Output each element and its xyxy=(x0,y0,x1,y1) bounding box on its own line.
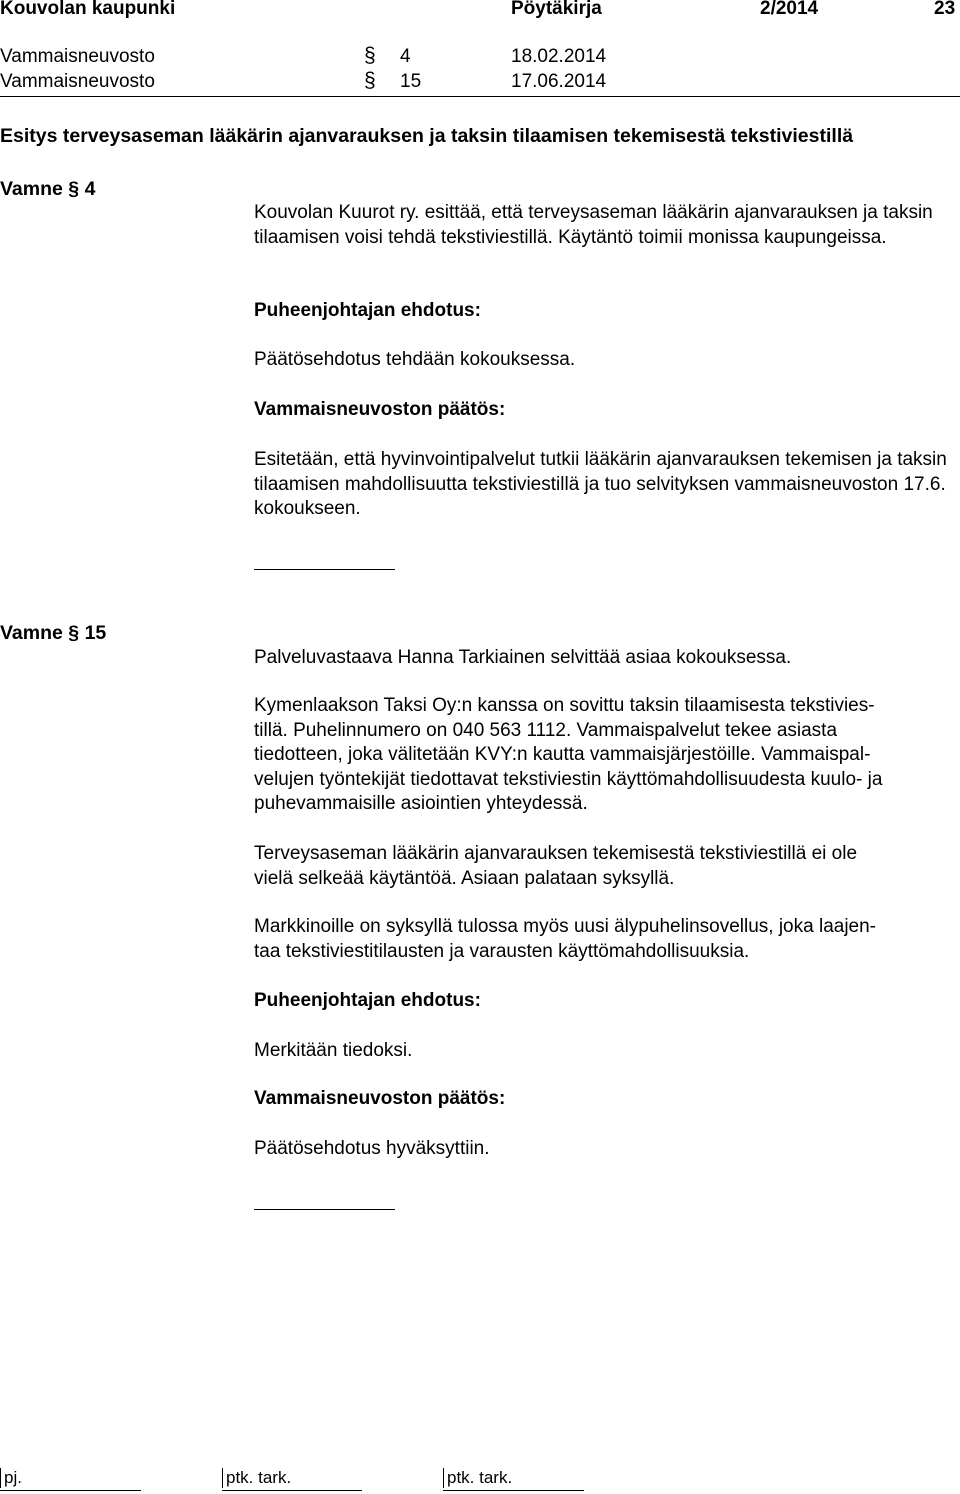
section-symbol: § xyxy=(364,44,376,67)
paragraph-line: tiedotteen, joka välitetään KVY:n kautta vammaisjärjestöille. Vammaispal- xyxy=(254,744,871,765)
section-number: 15 xyxy=(84,622,107,644)
section-symbol: § xyxy=(364,69,376,92)
initials-line xyxy=(443,1490,584,1491)
organization-name: Kouvolan kaupunki xyxy=(0,0,176,19)
section-paragraph: Palveluvastaava Hanna Tarkiainen selvittää asiaa kokouksessa. xyxy=(254,647,792,668)
chair-initials-box: pj. xyxy=(0,1468,22,1488)
paragraph-line: Markkinoille on syksyllä tulossa myös uusi älypuhelinsovellus, joka laajen- xyxy=(254,916,877,937)
section-intro: Kouvolan Kuurot ry. esittää, että terveysaseman lääkärin ajanvarauksen ja taksin tilaamisen voisi tehdä tekstiviestillä. Käytäntö toimii monissa kaupungeissa. xyxy=(254,202,933,248)
section-symbol: § xyxy=(68,178,80,200)
header-divider xyxy=(0,96,960,97)
section-separator xyxy=(254,569,395,570)
section-heading xyxy=(0,178,95,201)
initials-line xyxy=(222,1490,362,1491)
section-number: 4 xyxy=(84,178,96,200)
checker-initials-box: ptk. tark. xyxy=(222,1468,291,1488)
meeting-body: Vammaisneuvosto xyxy=(0,46,155,67)
paragraph-line: taa tekstiviestitilausten ja varausten käyttömahdollisuuksia. xyxy=(254,940,750,962)
initials-line xyxy=(0,1490,141,1491)
document-number: 2/2014 xyxy=(760,0,819,19)
page-number: 23 xyxy=(934,0,956,19)
paragraph-line: vielä selkeää käytäntöä. Asiaan palataan syksyllä. xyxy=(254,867,675,889)
meeting-body: Vammaisneuvosto xyxy=(0,71,155,92)
document-type: Pöytäkirja xyxy=(511,0,602,19)
section-separator xyxy=(254,1209,395,1210)
paragraph-line: Terveysaseman lääkärin ajanvarauksen tekemisestä tekstiviestillä ei ole xyxy=(254,843,858,864)
decision-text: Päätösehdotus hyväksyttiin. xyxy=(254,1138,490,1159)
section-label: Vamne xyxy=(0,178,63,200)
section-symbol: § xyxy=(68,622,80,644)
paragraph-line: Kymenlaakson Taksi Oy:n kanssa on sovittu taksin tilaamisesta tekstivies- xyxy=(254,695,875,716)
chair-proposal-label: Puheenjohtajan ehdotus: xyxy=(254,300,481,321)
section-paragraph xyxy=(254,694,954,817)
paragraph-line: velujen työntekijät tiedottavat tekstiviestin käyttömahdollisuudesta kuulo- ja xyxy=(254,768,883,790)
agenda-title: Esitys terveysaseman lääkärin ajanvarauksen ja taksin tilaamisen tekemisestä tekstiviestillä xyxy=(0,125,854,147)
paragraph-line: puhevammaisille asiointien yhteydessä. xyxy=(254,793,588,814)
decision-label: Vammaisneuvoston päätös: xyxy=(254,1088,506,1109)
section-label: Vamne xyxy=(0,622,63,644)
section-paragraph xyxy=(254,842,954,891)
chair-proposal-label: Puheenjohtajan ehdotus: xyxy=(254,990,481,1011)
decision-label: Vammaisneuvoston päätös: xyxy=(254,399,506,420)
decision-text: Esitetään, että hyvinvointipalvelut tutkii lääkärin ajanvarauksen tekemisen ja taksin tilaamisen mahdollisuutta tekstiviestillä ja tuo selvityksen vammaisneuvoston 17.6. kokoukseen. xyxy=(254,449,947,519)
chair-proposal: Päätösehdotus tehdään kokouksessa. xyxy=(254,349,576,370)
meeting-section: 4 xyxy=(400,46,411,67)
chair-proposal: Merkitään tiedoksi. xyxy=(254,1040,413,1061)
section-paragraph xyxy=(254,915,954,964)
meeting-section: 15 xyxy=(400,71,422,92)
section-heading xyxy=(0,622,106,645)
meeting-date: 18.02.2014 xyxy=(511,46,607,67)
checker-initials-box: ptk. tark. xyxy=(443,1468,512,1488)
meeting-date: 17.06.2014 xyxy=(511,71,607,92)
paragraph-line: tillä. Puhelinnumero on 040 563 1112. Vammaispalvelut tekee asiasta xyxy=(254,719,838,741)
